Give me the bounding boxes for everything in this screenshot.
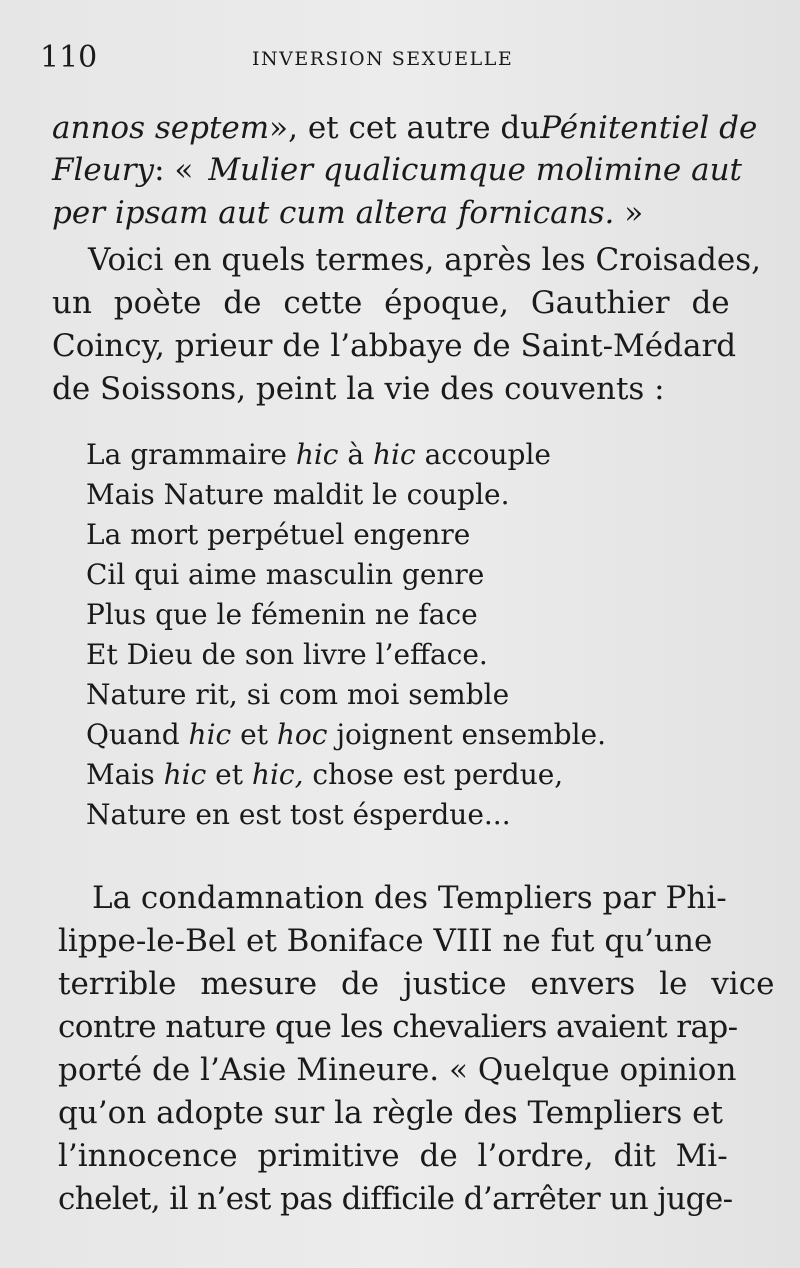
latin-quote: annos septem — [52, 110, 270, 146]
verse-fragment: joignent ensemble. — [336, 718, 606, 751]
paragraph-line: l’innocence primitive de l’ordre, dit Mi- — [58, 1138, 728, 1174]
text-line — [52, 369, 665, 409]
verse-fragment: à — [347, 438, 365, 471]
text-line — [52, 108, 758, 148]
running-title: INVERSION SEXUELLE — [252, 48, 514, 70]
paragraph-line: lippe-le-Bel et Boniface VIII ne fut qu’une — [58, 923, 713, 959]
verse-line: Plus que le fémenin ne face — [86, 598, 478, 631]
text-line — [58, 1093, 723, 1133]
verse-fragment: accouple — [424, 438, 551, 471]
verse-line — [86, 716, 606, 754]
book-title: Fleury — [52, 152, 155, 188]
verse-line: La mort perpétuel engenre — [86, 518, 471, 551]
verse-line: Mais Nature maldit le couple. — [86, 478, 510, 511]
verse-line: Nature rit, si com moi semble — [86, 678, 510, 711]
text-line — [52, 283, 730, 323]
text-line — [52, 150, 742, 190]
paragraph-line: chelet, il n’est pas difficile d’arrêter un juge- — [58, 1181, 733, 1217]
text-line — [58, 1007, 737, 1047]
text-fragment: : « — [154, 152, 194, 188]
verse-fragment: Quand — [86, 718, 180, 751]
verse-line: Cil qui aime masculin genre — [86, 558, 485, 591]
page-number: 110 — [40, 40, 98, 75]
text-line — [58, 921, 712, 961]
text-fragment: » — [624, 195, 644, 231]
verse-latin: hic — [188, 718, 232, 751]
verse-line — [86, 436, 551, 474]
verse-fragment: et — [215, 758, 243, 791]
text-line — [92, 878, 727, 918]
paragraph-line: de Soissons, peint la vie des couvents : — [52, 371, 665, 407]
verse-line: Nature en est tost ésperdue... — [86, 798, 511, 831]
paragraph-line: porté de l’Asie Mineure. « Quelque opinion — [58, 1052, 737, 1088]
verse-line — [86, 756, 563, 794]
verse-line: Et Dieu de son livre l’efface. — [86, 638, 488, 671]
text-fragment: », et cet autre du — [269, 110, 541, 146]
text-line — [58, 1136, 728, 1176]
latin-quote: Mulier qualicumque molimine aut — [208, 152, 742, 188]
text-line — [58, 964, 774, 1004]
paragraph-line: terrible mesure de justice envers le vice — [58, 966, 775, 1002]
paragraph-line: Voici en quels termes, après les Croisades, — [88, 242, 761, 278]
verse-fragment: chose est perdue, — [312, 758, 564, 791]
verse-latin: hic, — [251, 758, 304, 791]
verse-latin: hoc — [276, 718, 328, 751]
text-line — [88, 240, 761, 280]
text-line — [52, 193, 643, 233]
paragraph-line: un poète de cette époque, Gauthier de — [52, 285, 730, 321]
paragraph-line: Coincy, prieur de l’abbaye de Saint-Médard — [52, 328, 737, 364]
verse-latin: hic — [163, 758, 207, 791]
paragraph-line: contre nature que les chevaliers avaient rap- — [58, 1009, 738, 1045]
verse-latin: hic — [373, 438, 416, 471]
text-line — [58, 1050, 736, 1090]
verse-latin: hic — [295, 438, 339, 471]
verse-fragment: et — [240, 718, 268, 751]
text-line — [58, 1179, 733, 1219]
verse-fragment: Mais — [86, 758, 155, 791]
paragraph-line: La condamnation des Templiers par Phi- — [92, 880, 727, 916]
paragraph-line: qu’on adopte sur la règle des Templiers et — [58, 1095, 723, 1131]
page-header — [40, 40, 760, 80]
verse-fragment: La grammaire — [86, 438, 287, 471]
latin-quote: per ipsam aut cum altera fornicans. — [52, 195, 615, 231]
text-line — [52, 326, 736, 366]
book-title: Pénitentiel de — [540, 110, 758, 146]
